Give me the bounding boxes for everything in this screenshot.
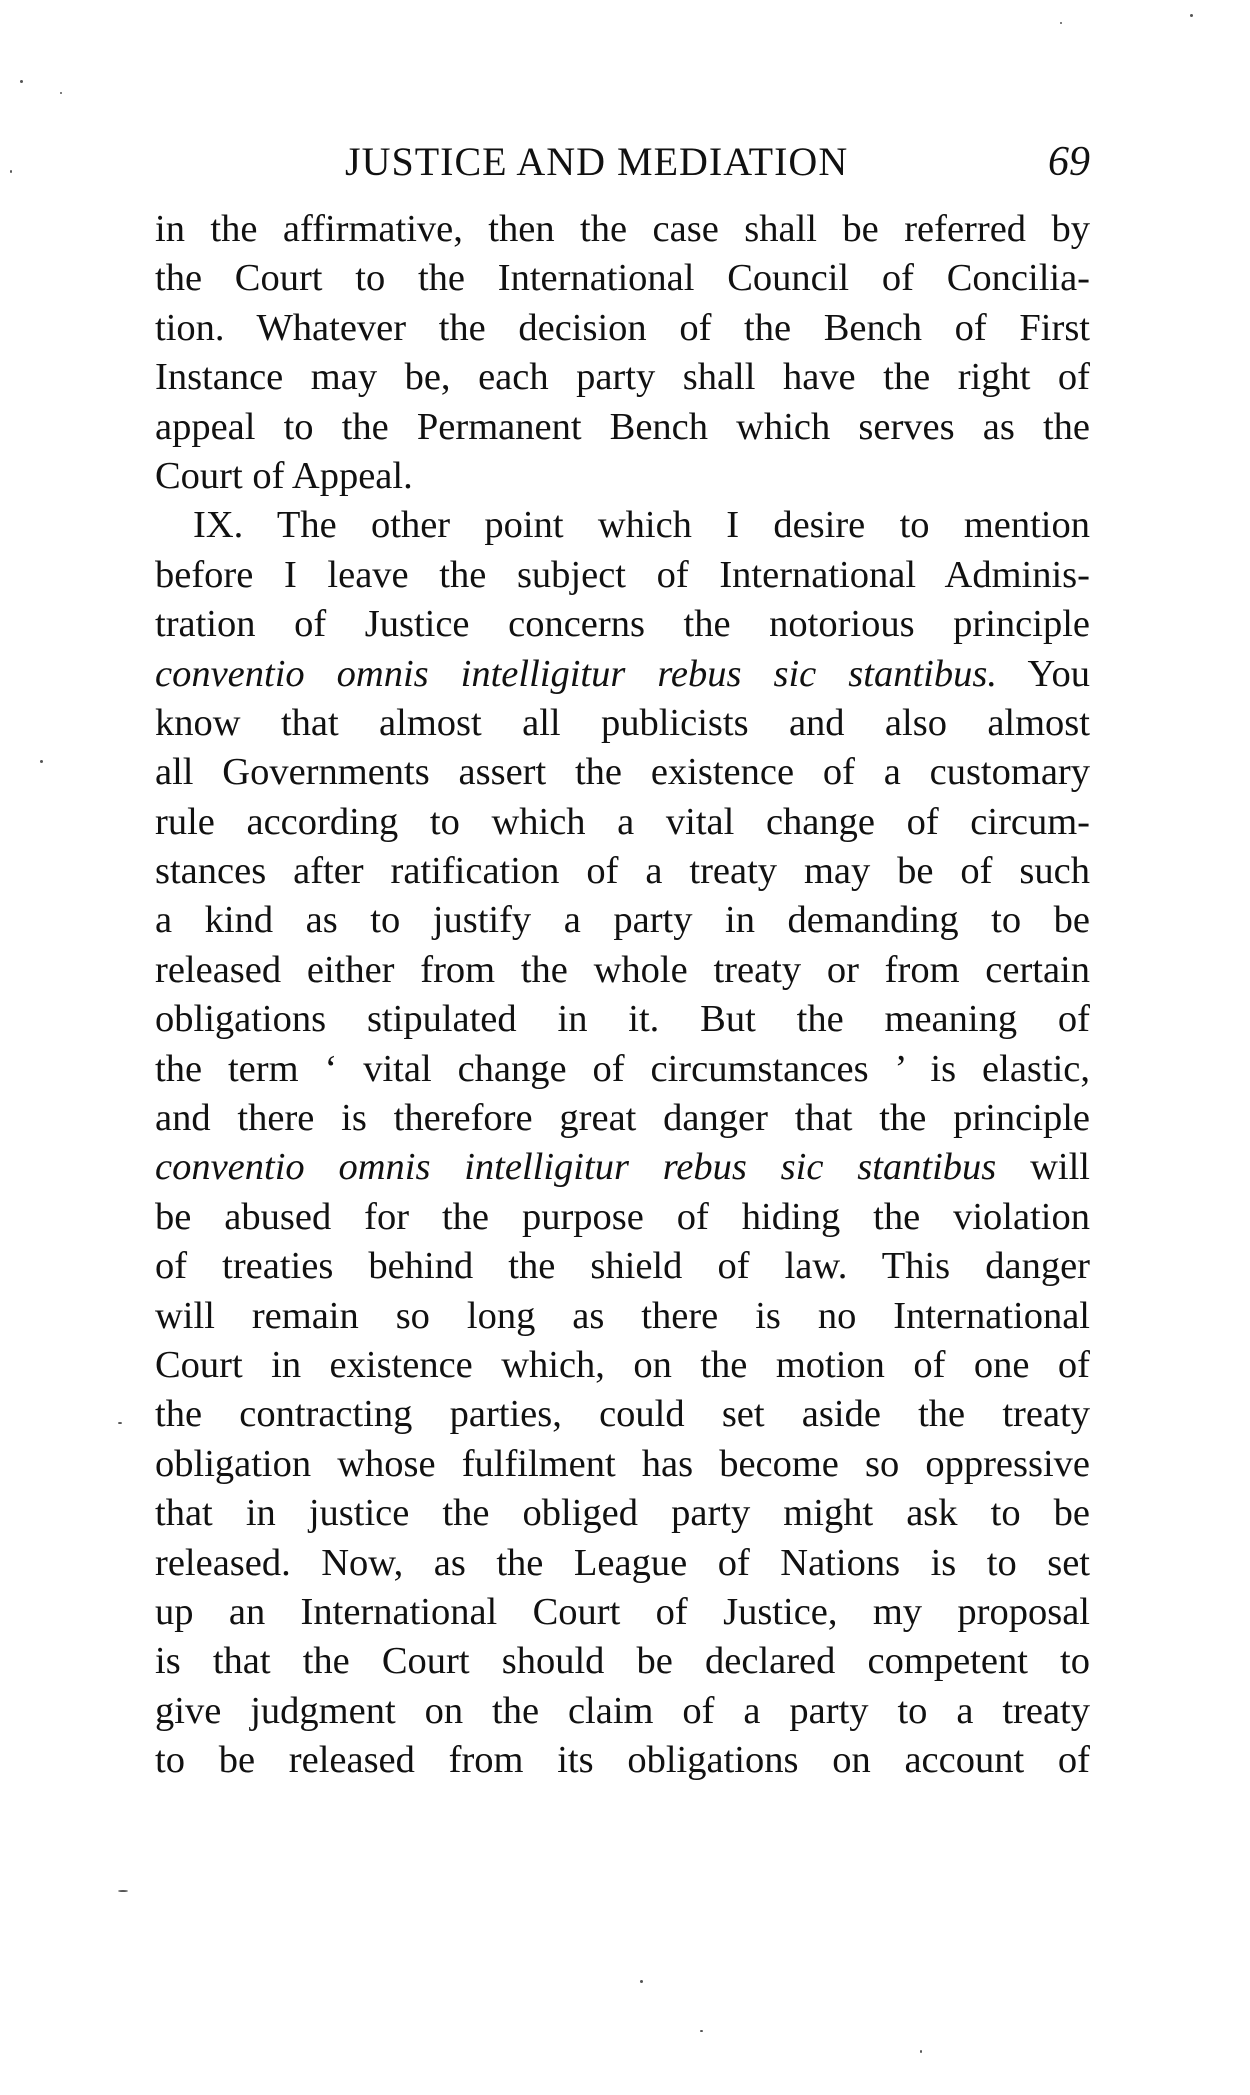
text-fragment: You bbox=[996, 652, 1090, 695]
text-line: appeal to the Permanent Bench which serves as the bbox=[155, 405, 1090, 448]
text-line: the term ‘ vital change of circumstances ’ is elastic, bbox=[155, 1047, 1090, 1090]
text-line: the contracting parties, could set aside the treaty bbox=[155, 1393, 1090, 1436]
text-line: rule according to which a vital change of circum- bbox=[155, 800, 1090, 843]
scan-speck bbox=[20, 80, 23, 83]
text-line: Court in existence which, on the motion of one of bbox=[155, 1343, 1090, 1386]
text-line: released. Now, as the League of Nations is to set bbox=[155, 1541, 1090, 1584]
scan-speck bbox=[60, 92, 62, 94]
paragraph-start-line: IX. The other point which I desire to mention bbox=[193, 504, 1090, 547]
latin-maxim: conventio omnis intelligitur rebus sic stantibus. bbox=[155, 652, 997, 695]
text-line: up an International Court of Justice, my proposal bbox=[155, 1590, 1090, 1633]
scan-speck bbox=[640, 1980, 643, 1983]
text-line: be abused for the purpose of hiding the violation bbox=[155, 1195, 1090, 1238]
running-title: JUSTICE AND MEDIATION bbox=[345, 139, 849, 184]
text-line: obligation whose fulfilment has become so oppressive bbox=[155, 1442, 1090, 1485]
body-text bbox=[155, 205, 1090, 1786]
text-line-latin-maxim bbox=[155, 1143, 1090, 1192]
text-line: that in justice the obliged party might ask to be bbox=[155, 1492, 1090, 1535]
text-line: give judgment on the claim of a party to a treaty bbox=[155, 1689, 1090, 1732]
text-line: Instance may be, each party shall have the right of bbox=[155, 356, 1090, 399]
text-line: of treaties behind the shield of law. This danger bbox=[155, 1245, 1090, 1288]
scan-speck bbox=[40, 760, 43, 763]
text-line: all Governments assert the existence of a customary bbox=[155, 751, 1090, 794]
latin-maxim: conventio omnis intelligitur rebus sic stantibus bbox=[155, 1146, 997, 1189]
text-line: the Court to the International Council of Concilia- bbox=[155, 257, 1090, 300]
running-head bbox=[155, 136, 1090, 188]
text-line: to be released from its obligations on account of bbox=[155, 1739, 1090, 1782]
scan-speck bbox=[118, 1422, 122, 1424]
text-line: in the affirmative, then the case shall be referred by bbox=[155, 208, 1090, 250]
text-line: tration of Justice concerns the notorious principle bbox=[155, 603, 1090, 646]
text-line: is that the Court should be declared competent to bbox=[155, 1640, 1090, 1683]
text-line: a kind as to justify a party in demanding to be bbox=[155, 899, 1090, 942]
text-line: before I leave the subject of International Adminis- bbox=[155, 553, 1090, 596]
scan-speck bbox=[920, 2050, 922, 2053]
scan-speck bbox=[118, 1890, 128, 1892]
scan-speck bbox=[1060, 22, 1062, 24]
text-line: and there is therefore great danger that the principle bbox=[155, 1097, 1090, 1140]
scan-speck bbox=[1190, 14, 1193, 17]
text-fragment: will bbox=[996, 1146, 1090, 1189]
text-line: tion. Whatever the decision of the Bench of First bbox=[155, 306, 1090, 349]
text-line: released either from the whole treaty or from certain bbox=[155, 948, 1090, 991]
text-line: know that almost all publicists and also almost bbox=[155, 701, 1090, 744]
text-line: stances after ratification of a treaty may be of such bbox=[155, 850, 1090, 893]
text-line: obligations stipulated in it. But the meaning of bbox=[155, 998, 1090, 1041]
page-number: 69 bbox=[1048, 139, 1090, 185]
text-line: will remain so long as there is no International bbox=[155, 1294, 1090, 1337]
scan-speck bbox=[10, 170, 12, 173]
text-line: Court of Appeal. bbox=[155, 454, 413, 497]
scan-speck bbox=[700, 2030, 703, 2032]
text-line-latin-maxim bbox=[155, 650, 1090, 699]
